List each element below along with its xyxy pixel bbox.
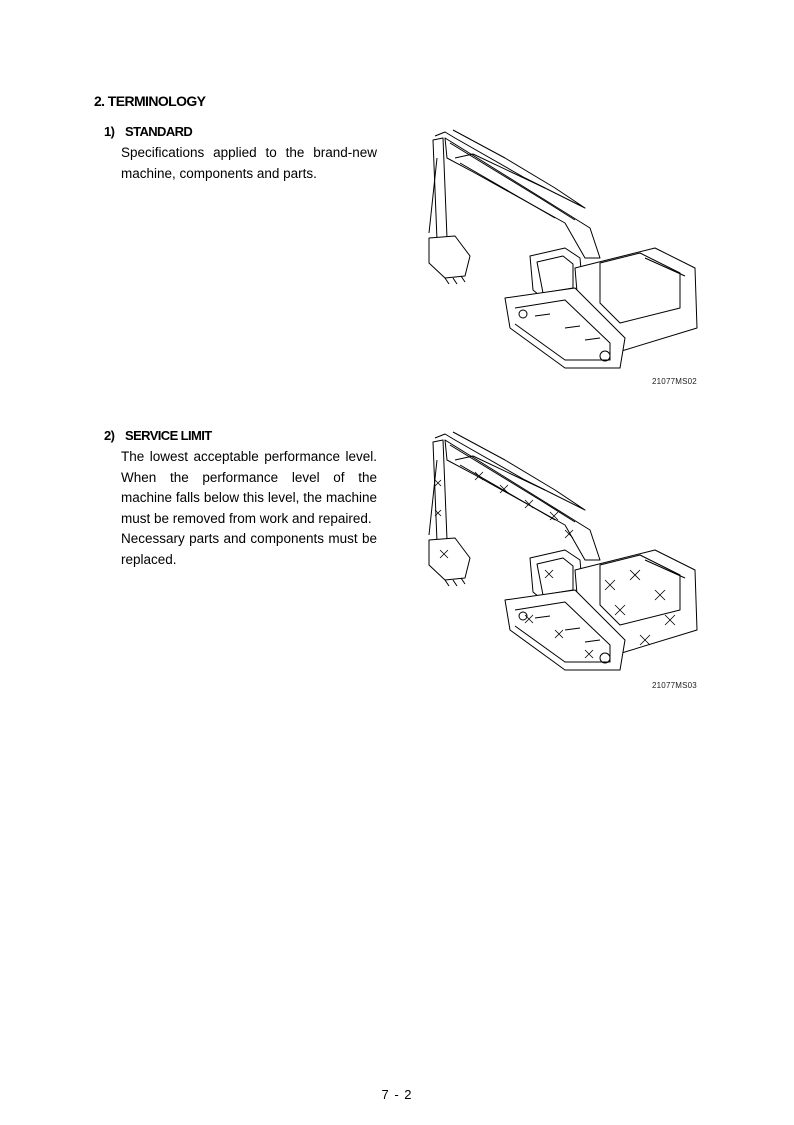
standard-description (121, 143, 377, 184)
item-title: STANDARD (125, 124, 193, 139)
excavator-illustration-worn (415, 430, 705, 680)
paragraph: Specifications applied to the brand-new machine, components and parts. (121, 145, 377, 181)
item-heading-service-limit (104, 428, 212, 443)
paragraph: The lowest acceptable performance level. When the performance level of the machine falls below this level, the machine must be removed from work and repaired. (121, 449, 377, 526)
section-title: 2. TERMINOLOGY (94, 93, 206, 109)
excavator-figure-standard (415, 128, 705, 373)
item-heading-standard (104, 124, 192, 139)
item-number: 1) (104, 124, 115, 139)
item-title: SERVICE LIMIT (125, 428, 212, 443)
paragraph: Necessary parts and components must be replaced. (121, 531, 377, 567)
excavator-figure-service-limit (415, 430, 705, 680)
figure-code: 21077MS02 (652, 377, 697, 386)
excavator-illustration (415, 128, 705, 373)
item-number: 2) (104, 428, 115, 443)
page-number (0, 1087, 794, 1102)
page-number-text: 7 - 2 (381, 1087, 413, 1102)
service-limit-description (121, 447, 377, 570)
figure-code: 21077MS03 (652, 681, 697, 690)
